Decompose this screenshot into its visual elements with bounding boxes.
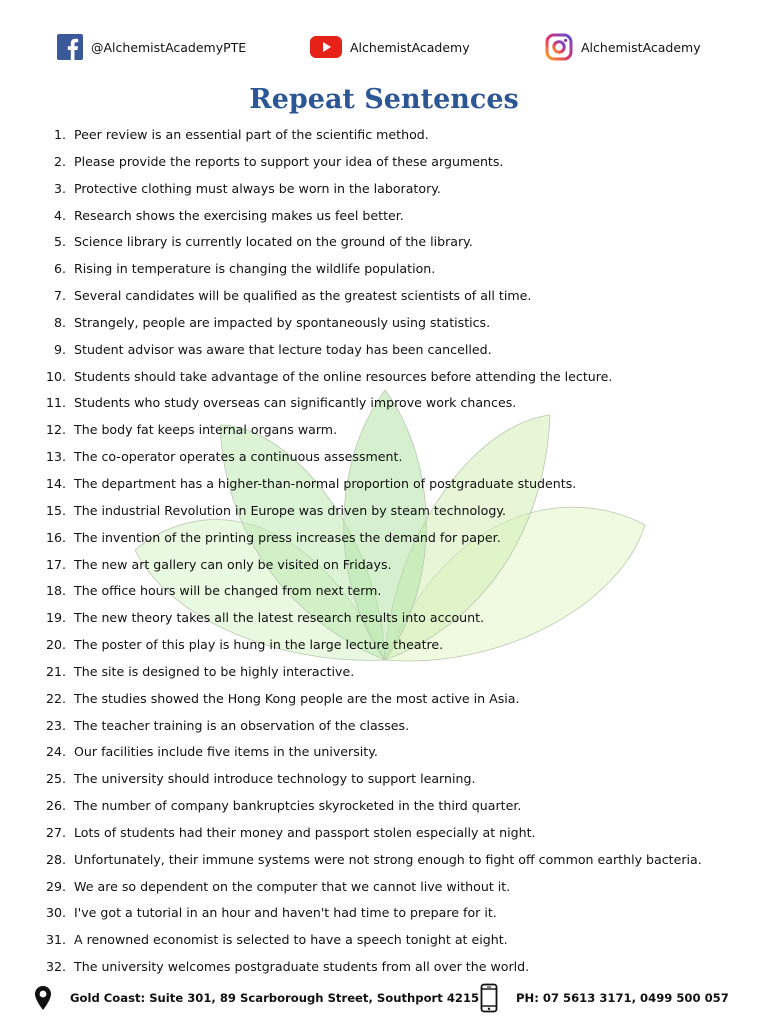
list-item [38, 578, 748, 605]
list-item-text: I've got a tutorial in an hour and haven't had time to prepare for it. [74, 905, 497, 921]
list-item-text: Protective clothing must always be worn in the laboratory. [74, 180, 441, 196]
list-item-text: The new art gallery can only be visited on Fridays. [74, 556, 392, 572]
list-item-number: 5. [53, 234, 66, 250]
instagram-social[interactable] [545, 30, 701, 64]
list-item [38, 176, 748, 203]
list-item [38, 793, 748, 820]
list-item-text: The university should introduce technology to support learning. [74, 771, 476, 787]
list-item [38, 498, 748, 525]
list-item-number: 6. [53, 261, 66, 277]
list-item [38, 659, 748, 686]
list-item-number: 24. [45, 744, 66, 760]
list-item-text: The body fat keeps internal organs warm. [74, 422, 338, 438]
list-item-number: 18. [45, 583, 66, 599]
list-item-text: Research shows the exercising makes us feel better. [74, 207, 404, 223]
list-item [38, 820, 748, 847]
list-item-number: 23. [45, 717, 66, 733]
list-item [38, 364, 748, 391]
list-item-text: The co-operator operates a continuous assessment. [74, 449, 403, 465]
list-item-number: 20. [45, 637, 66, 653]
list-item-text: Unfortunately, their immune systems were not strong enough to fight off common earthly bacteria. [74, 851, 702, 867]
list-item-text: Students should take advantage of the online resources before attending the lecture. [74, 368, 613, 384]
list-item [38, 766, 748, 793]
list-item-number: 15. [45, 502, 66, 518]
list-item-number: 21. [45, 663, 66, 679]
list-item-number: 8. [53, 314, 66, 330]
list-item-text: Several candidates will be qualified as the greatest scientists of all time. [74, 288, 532, 304]
footer-phone [480, 978, 729, 1018]
list-item-number: 22. [45, 690, 66, 706]
list-item-text: The office hours will be changed from next term. [74, 583, 382, 599]
list-item-text: Science library is currently located on the ground of the library. [74, 234, 473, 250]
list-item-text: We are so dependent on the computer that we cannot live without it. [74, 878, 511, 894]
instagram-handle: AlchemistAcademy [581, 39, 701, 55]
list-item-number: 31. [45, 932, 66, 948]
list-item-number: 19. [45, 610, 66, 626]
list-item-number: 16. [45, 529, 66, 545]
list-item [38, 283, 748, 310]
footer-address [34, 978, 479, 1018]
list-item-number: 30. [45, 905, 66, 921]
list-item [38, 954, 748, 981]
list-item [38, 605, 748, 632]
location-pin-icon [34, 985, 52, 1011]
list-item [38, 122, 748, 149]
list-item-number: 3. [53, 180, 66, 196]
list-item-number: 29. [45, 878, 66, 894]
list-item-number: 10. [45, 368, 66, 384]
list-item [38, 632, 748, 659]
list-item-text: Lots of students had their money and passport stolen especially at night. [74, 824, 536, 840]
list-item-text: The studies showed the Hong Kong people are the most active in Asia. [74, 690, 520, 706]
list-item [38, 552, 748, 579]
list-item [38, 256, 748, 283]
list-item [38, 847, 748, 874]
list-item [38, 525, 748, 552]
list-item-text: Please provide the reports to support your idea of these arguments. [74, 153, 504, 169]
address-text: Gold Coast: Suite 301, 89 Scarborough Street, Southport 4215 [70, 991, 480, 1005]
list-item-number: 27. [45, 824, 66, 840]
list-item-text: A renowned economist is selected to have a speech tonight at eight. [74, 932, 508, 948]
list-item [38, 874, 748, 901]
list-item-text: Students who study overseas can significantly improve work chances. [74, 395, 517, 411]
list-item [38, 713, 748, 740]
list-item-number: 12. [45, 422, 66, 438]
list-item-text: The invention of the printing press increases the demand for paper. [74, 529, 501, 545]
list-item-text: Rising in temperature is changing the wildlife population. [74, 261, 436, 277]
list-item-text: Our facilities include five items in the university. [74, 744, 378, 760]
page-title: Repeat Sentences [249, 84, 519, 115]
list-item-text: The new theory takes all the latest research results into account. [74, 610, 485, 626]
list-item-number: 32. [45, 959, 66, 975]
list-item [38, 686, 748, 713]
list-item-number: 7. [53, 288, 66, 304]
list-item-number: 1. [53, 127, 66, 142]
list-item [38, 390, 748, 417]
list-item-text: The university welcomes postgraduate students from all over the world. [74, 959, 530, 975]
list-item-text: The teacher training is an observation of the classes. [74, 717, 410, 733]
list-item [38, 203, 748, 230]
list-item-text: The poster of this play is hung in the large lecture theatre. [74, 637, 444, 653]
list-item-number: 28. [45, 851, 66, 867]
youtube-social[interactable] [310, 30, 470, 64]
list-item-number: 2. [53, 153, 66, 169]
list-item-text: Peer review is an essential part of the scientific method. [74, 127, 429, 142]
list-item [38, 471, 748, 498]
list-item [38, 927, 748, 954]
facebook-icon [57, 34, 83, 60]
list-item [38, 149, 748, 176]
facebook-social[interactable] [57, 30, 246, 64]
list-item [38, 444, 748, 471]
list-item-number: 13. [45, 449, 66, 465]
list-item [38, 739, 748, 766]
list-item-text: The department has a higher-than-normal proportion of postgraduate students. [74, 475, 577, 491]
list-item-text: The number of company bankruptcies skyrocketed in the third quarter. [74, 798, 522, 814]
list-item [38, 337, 748, 364]
list-item-number: 14. [45, 475, 66, 491]
list-item-number: 11. [45, 395, 66, 411]
list-item-text: The industrial Revolution in Europe was driven by steam technology. [74, 502, 507, 518]
phone-text: PH: 07 5613 3171, 0499 500 057 [516, 991, 729, 1005]
list-item [38, 229, 748, 256]
list-item [38, 900, 748, 927]
list-item-number: 9. [53, 341, 66, 357]
list-item-text: Student advisor was aware that lecture today has been cancelled. [74, 341, 492, 357]
list-item-text: The site is designed to be highly interactive. [74, 663, 355, 679]
list-item-number: 26. [45, 798, 66, 814]
sentence-list [38, 122, 748, 981]
list-item [38, 310, 748, 337]
instagram-icon [545, 33, 573, 61]
youtube-icon [310, 35, 342, 59]
mobile-phone-icon [480, 983, 498, 1013]
list-item-number: 17. [45, 556, 66, 572]
list-item-number: 4. [53, 207, 66, 223]
list-item [38, 417, 748, 444]
facebook-handle: @AlchemistAcademyPTE [91, 39, 247, 55]
list-item-number: 25. [45, 771, 66, 787]
list-item-text: Strangely, people are impacted by spontaneously using statistics. [74, 314, 491, 330]
youtube-handle: AlchemistAcademy [350, 39, 470, 55]
